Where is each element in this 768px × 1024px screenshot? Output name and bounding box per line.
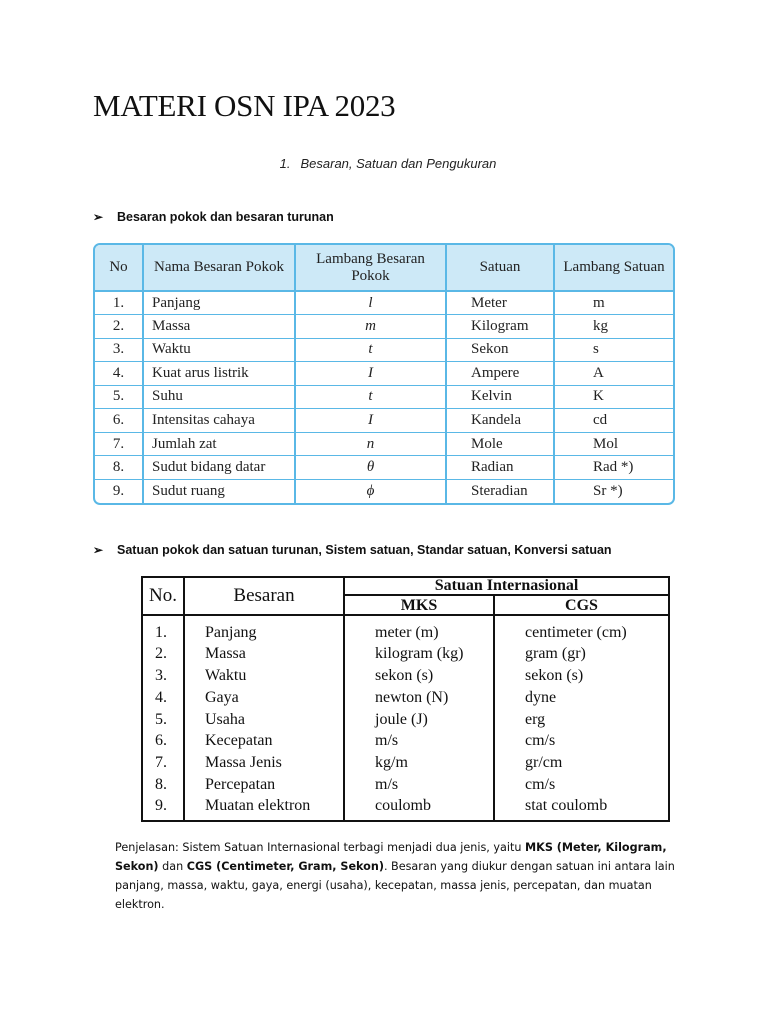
cell-no: 5.: [142, 708, 184, 730]
cell-name: Kuat arus listrik: [143, 362, 295, 386]
header-no: No.: [142, 577, 184, 615]
cell-unit-symbol: cd: [554, 409, 673, 433]
table-header-row: [142, 577, 669, 595]
cell-unit-symbol: m: [554, 291, 673, 315]
cell-name: Kecepatan: [184, 730, 344, 752]
cell-unit: Steradian: [446, 479, 554, 503]
cell-name: Usaha: [184, 708, 344, 730]
cell-no: 6.: [95, 409, 143, 433]
table-row: [95, 338, 673, 362]
cell-unit-symbol: s: [554, 338, 673, 362]
cell-name: Jumlah zat: [143, 432, 295, 456]
cell-unit-symbol: K: [554, 385, 673, 409]
section-number: 1.: [279, 156, 291, 171]
cell-name: Percepatan: [184, 774, 344, 796]
header-cgs: CGS: [494, 595, 669, 615]
section-label: Besaran, Satuan dan Pengukuran: [300, 156, 497, 171]
header-besaran: Besaran: [184, 577, 344, 615]
cell-unit-symbol: Rad *): [554, 456, 673, 480]
besaran-pokok-table: [95, 245, 673, 503]
cell-unit: Meter: [446, 291, 554, 315]
cell-no: 5.: [95, 385, 143, 409]
cell-no: 9.: [95, 479, 143, 503]
explanation-paragraph: [115, 838, 675, 914]
cell-unit: Kandela: [446, 409, 554, 433]
cell-name: Gaya: [184, 686, 344, 708]
header-satuan: Satuan: [446, 245, 554, 291]
table-row: [142, 686, 669, 708]
table-row: [142, 774, 669, 796]
cell-symbol: I: [295, 409, 446, 433]
header-mks: MKS: [344, 595, 494, 615]
explanation-bold-mks: MKS (Meter, Kilogram, Sekon): [115, 841, 667, 873]
cell-name: Sudut bidang datar: [143, 456, 295, 480]
cell-mks: sekon (s): [344, 664, 494, 686]
header-lambang-besaran: Lambang Besaran Pokok: [295, 245, 446, 291]
cell-no: 7.: [142, 752, 184, 774]
cell-mks: m/s: [344, 730, 494, 752]
cell-name: Waktu: [184, 664, 344, 686]
cell-name: Massa Jenis: [184, 752, 344, 774]
cell-name: Muatan elektron: [184, 795, 344, 821]
table-row: [95, 291, 673, 315]
bullet-text: Besaran pokok dan besaran turunan: [117, 210, 334, 224]
cell-unit: Kelvin: [446, 385, 554, 409]
cell-name: Massa: [143, 315, 295, 339]
cell-cgs: dyne: [494, 686, 669, 708]
cell-symbol: n: [295, 432, 446, 456]
arrow-bullet-icon: ➢: [93, 543, 104, 557]
cell-cgs: erg: [494, 708, 669, 730]
bullet-text: Satuan pokok dan satuan turunan, Sistem satuan, Standar satuan, Konversi satuan: [117, 543, 612, 557]
cell-name: Massa: [184, 643, 344, 665]
cell-symbol: t: [295, 338, 446, 362]
besaran-pokok-table-frame: [93, 243, 675, 505]
explanation-text: . Besaran yang diukur dengan satuan ini antara lain panjang, massa, waktu, gaya, energi (usaha), kecepatan, massa jenis, percepatan, dan muatan elektron.: [115, 860, 675, 911]
cell-no: 8.: [95, 456, 143, 480]
cell-cgs: gr/cm: [494, 752, 669, 774]
cell-mks: joule (J): [344, 708, 494, 730]
cell-no: 2.: [95, 315, 143, 339]
table-row: [142, 795, 669, 821]
cell-symbol: I: [295, 362, 446, 386]
cell-symbol: m: [295, 315, 446, 339]
cell-no: 4.: [142, 686, 184, 708]
cell-mks: kilogram (kg): [344, 643, 494, 665]
cell-no: 9.: [142, 795, 184, 821]
cell-unit: Mole: [446, 432, 554, 456]
bullet-besaran: [93, 210, 334, 224]
cell-mks: newton (N): [344, 686, 494, 708]
cell-symbol: t: [295, 385, 446, 409]
cell-name: Suhu: [143, 385, 295, 409]
header-no: No: [95, 245, 143, 291]
cell-no: 8.: [142, 774, 184, 796]
explanation-text: dan: [158, 860, 187, 873]
table-row: [95, 409, 673, 433]
bullet-satuan: [93, 543, 612, 557]
cell-no: 1.: [95, 291, 143, 315]
cell-name: Intensitas cahaya: [143, 409, 295, 433]
cell-cgs: centimeter (cm): [494, 615, 669, 643]
cell-cgs: sekon (s): [494, 664, 669, 686]
cell-unit: Radian: [446, 456, 554, 480]
explanation-bold-cgs: CGS (Centimeter, Gram, Sekon): [186, 860, 384, 873]
cell-unit-symbol: A: [554, 362, 673, 386]
cell-no: 6.: [142, 730, 184, 752]
cell-no: 4.: [95, 362, 143, 386]
cell-mks: meter (m): [344, 615, 494, 643]
cell-unit-symbol: kg: [554, 315, 673, 339]
cell-symbol: ϕ: [295, 479, 446, 503]
table-row: [95, 385, 673, 409]
cell-name: Waktu: [143, 338, 295, 362]
cell-unit: Sekon: [446, 338, 554, 362]
cell-name: Panjang: [184, 615, 344, 643]
table-row: [95, 432, 673, 456]
table-header-row: [95, 245, 673, 291]
cell-unit: Ampere: [446, 362, 554, 386]
cell-unit: Kilogram: [446, 315, 554, 339]
cell-unit-symbol: Sr *): [593, 482, 623, 499]
cell-no: 2.: [142, 643, 184, 665]
header-satuan-internasional: Satuan Internasional: [344, 577, 669, 595]
document-title: MATERI OSN IPA 2023: [93, 88, 396, 123]
cell-mks: kg/m: [344, 752, 494, 774]
cell-no: 7.: [95, 432, 143, 456]
cell-mks: m/s: [344, 774, 494, 796]
cell-name: Panjang: [143, 291, 295, 315]
table-row: [142, 752, 669, 774]
table-row: [142, 664, 669, 686]
table-row: [142, 643, 669, 665]
table-row: [95, 362, 673, 386]
arrow-bullet-icon: ➢: [93, 210, 104, 224]
table-row: [142, 708, 669, 730]
cell-unit-symbol: Mol: [554, 432, 673, 456]
header-nama-besaran: Nama Besaran Pokok: [143, 245, 295, 291]
table-row: [95, 456, 673, 480]
cell-cgs: stat coulomb: [494, 795, 669, 821]
table-row: [95, 315, 673, 339]
cell-symbol: l: [295, 291, 446, 315]
cell-no: 3.: [142, 664, 184, 686]
explanation-text: Penjelasan: Sistem Satuan Internasional terbagi menjadi dua jenis, yaitu: [115, 841, 526, 854]
cell-mks: coulomb: [344, 795, 494, 821]
table-row: [95, 479, 673, 503]
cell-cgs: cm/s: [494, 730, 669, 752]
table-row: [142, 730, 669, 752]
table-row: [142, 615, 669, 643]
cell-no: 1.: [142, 615, 184, 643]
satuan-internasional-table: [141, 576, 670, 822]
cell-cgs: gram (gr): [494, 643, 669, 665]
cell-no: 3.: [95, 338, 143, 362]
header-lambang-satuan: Lambang Satuan: [554, 245, 673, 291]
cell-cgs: cm/s: [494, 774, 669, 796]
section-heading: [0, 156, 768, 171]
cell-name: Sudut ruang: [143, 479, 295, 503]
cell-symbol: θ: [295, 456, 446, 480]
